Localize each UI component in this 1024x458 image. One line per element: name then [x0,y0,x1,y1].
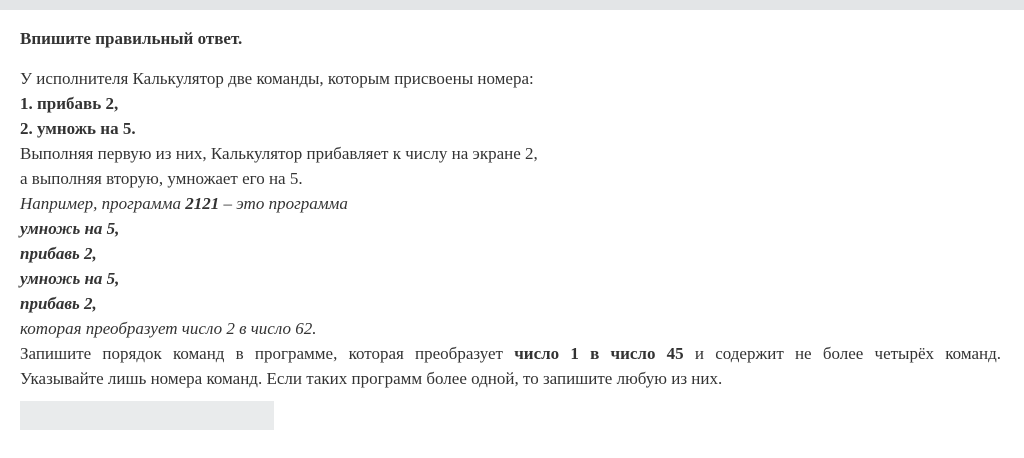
command-description-1: Выполняя первую из них, Калькулятор прибавляет к числу на экране 2, [20,144,538,163]
command-2: 2. умножь на 5. [20,119,136,138]
question-prefix: Запишите порядок команд в программе, которая преобразует [20,344,515,363]
question-last: Указывайте лишь номера команд. Если таких программ более одной, то запишите любую из них. [20,369,723,388]
top-bar [0,0,1024,10]
example-result: которая преобразует число 2 в число 62. [20,319,317,338]
command-description-2: а выполняя вторую, умножает его на 5. [20,169,303,188]
question-text [20,341,1001,366]
task-intro: У исполнителя Калькулятор две команды, которым присвоены номера: [20,69,534,88]
task-content [20,26,1001,391]
question-suffix: и содержит не более четырёх команд. [683,344,1002,363]
command-1: 1. прибавь 2, [20,94,119,113]
example-step: прибавь 2, [20,244,97,263]
example-step: прибавь 2, [20,294,97,313]
question-bold: число 1 в число 45 [514,344,684,363]
example-prefix: Например, программа [20,194,186,213]
task-instruction: Впишите правильный ответ. [20,29,243,48]
example-line [20,191,1001,216]
example-program: 2121 [185,194,220,213]
example-step: умножь на 5, [20,219,120,238]
example-suffix: – это программа [219,194,348,213]
answer-input[interactable] [20,401,274,430]
example-step: умножь на 5, [20,269,120,288]
